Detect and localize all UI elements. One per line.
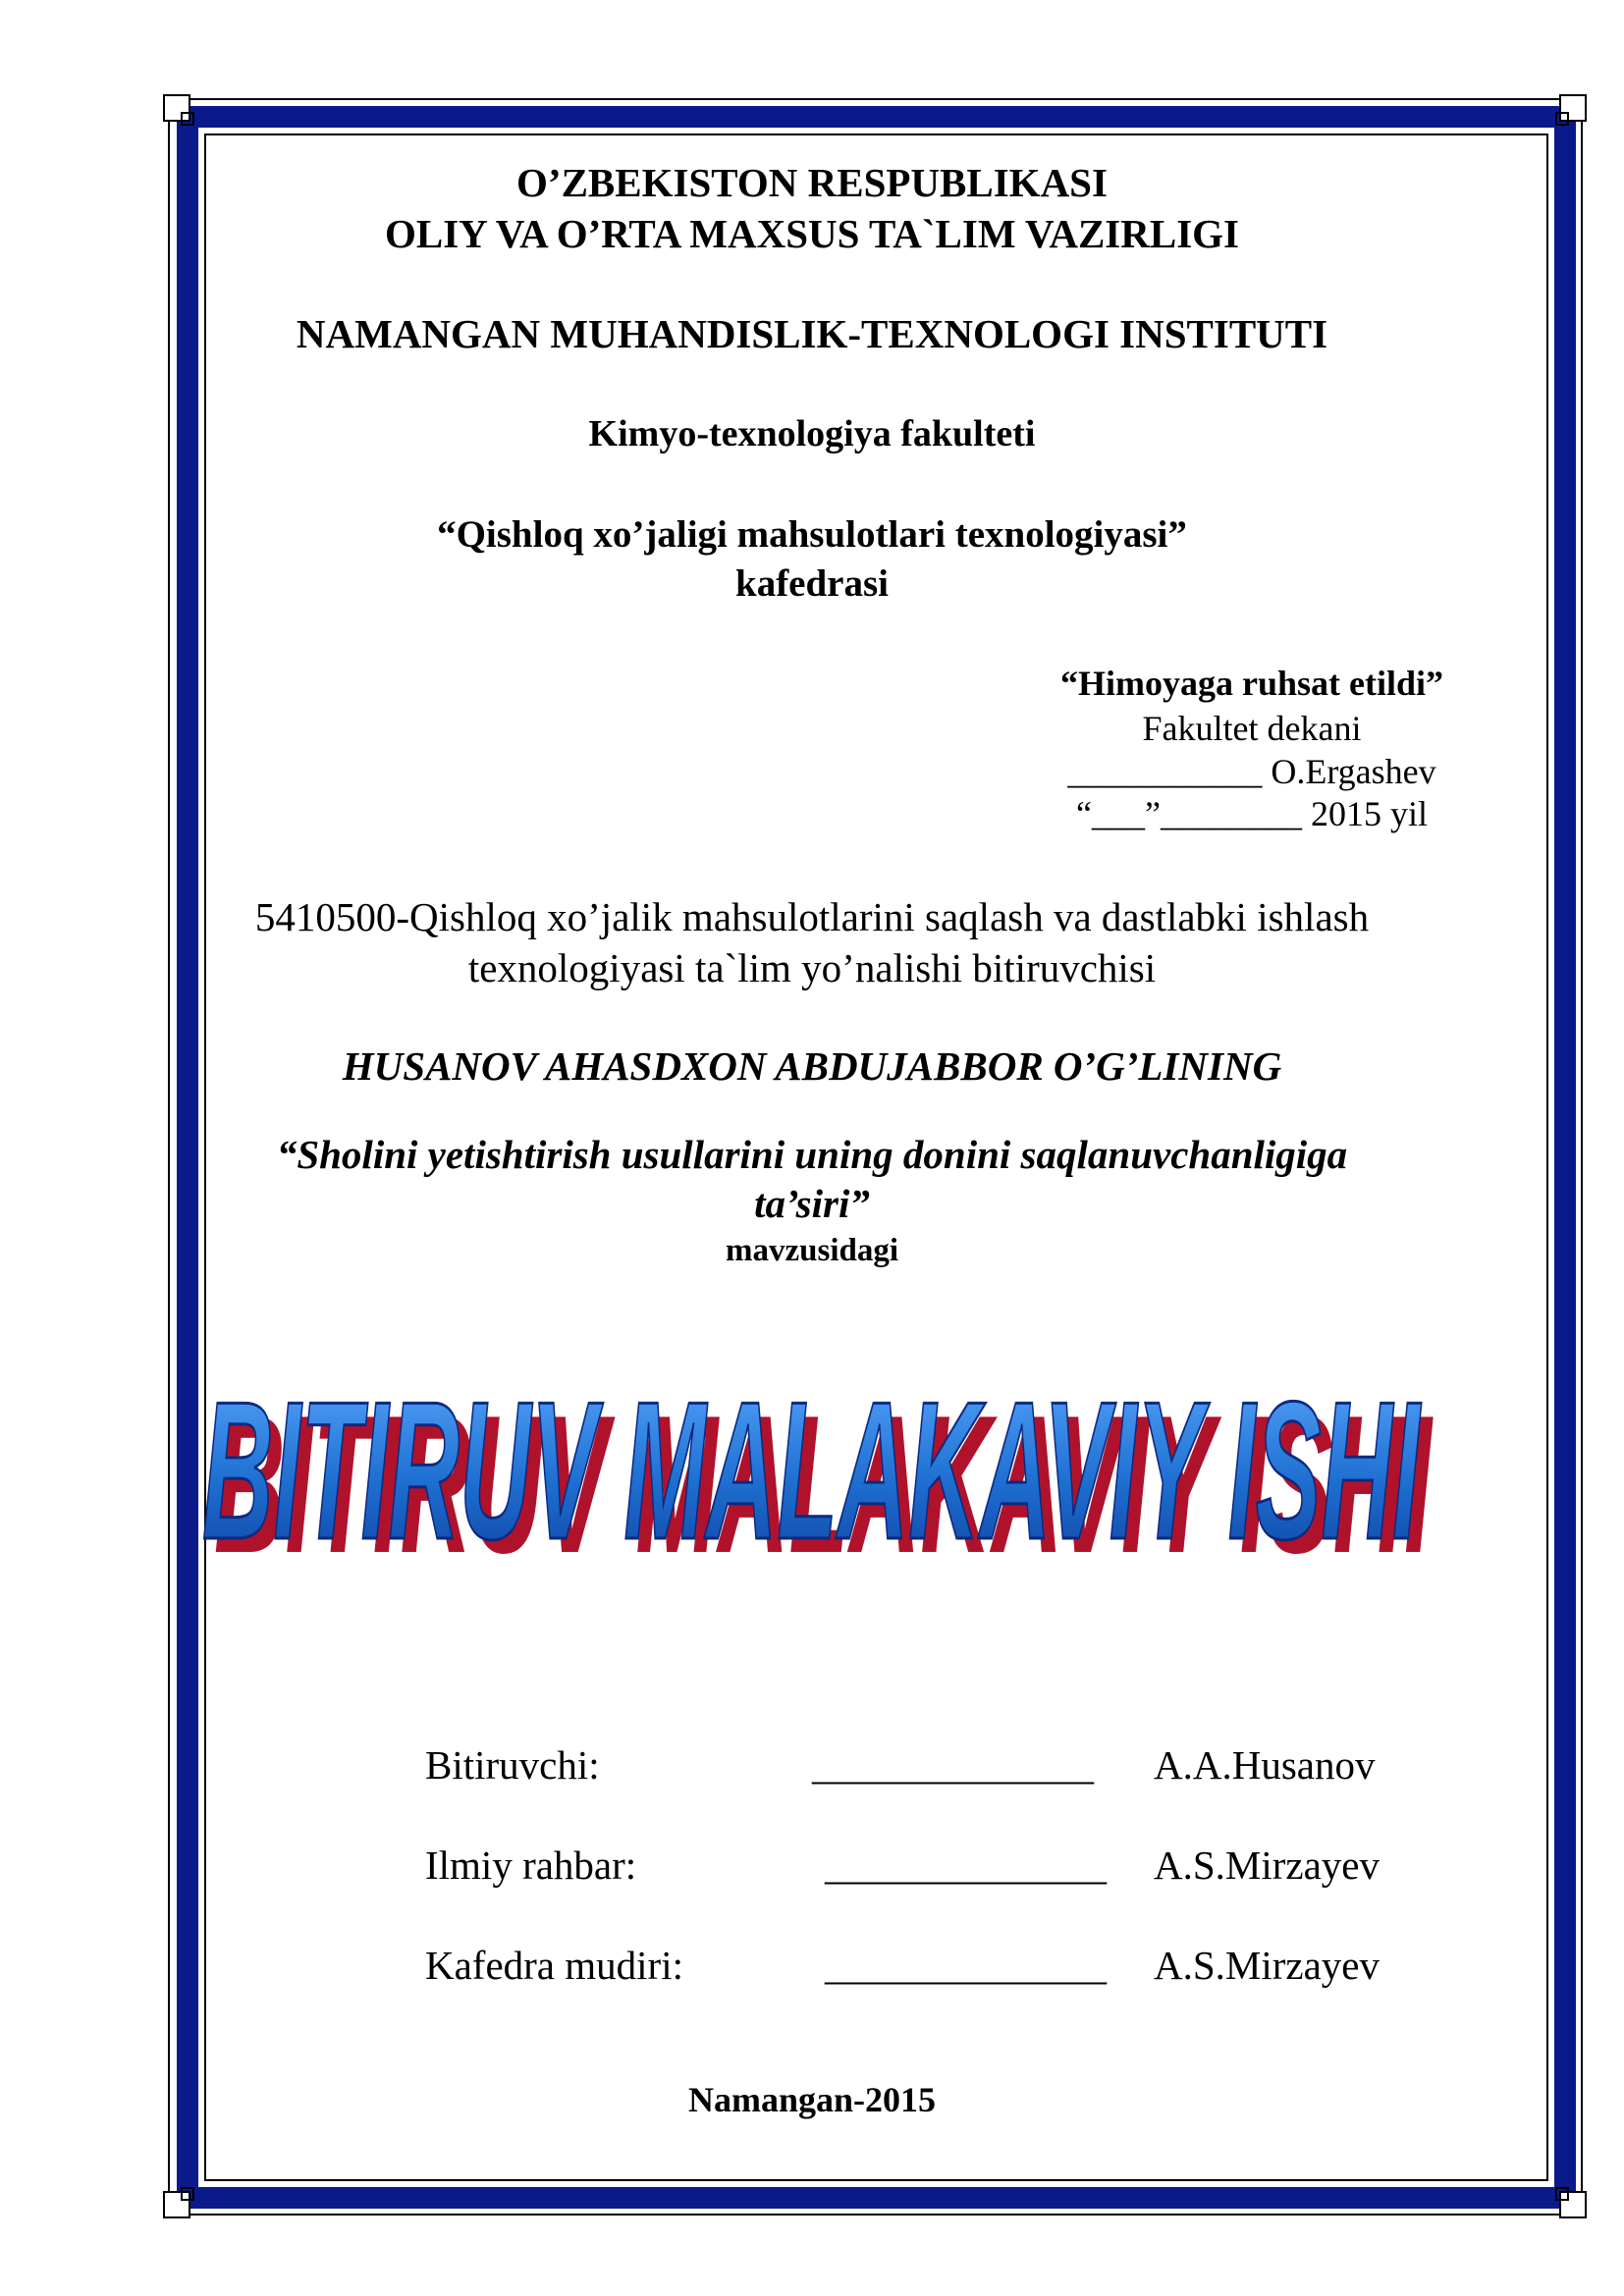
work-title-wordart bbox=[0, 1369, 1624, 1585]
signature-row-head bbox=[0, 1942, 1624, 1991]
footer-city-year: Namangan-2015 bbox=[687, 2080, 937, 2119]
approval-date-line: “___”________ 2015 yil bbox=[1076, 794, 1428, 833]
signature-line: ______________ bbox=[812, 1742, 1094, 1788]
signature-line: ______________ bbox=[825, 1943, 1107, 1988]
approval-role: Fakultet dekani bbox=[1142, 709, 1362, 748]
signature-role: Ilmiy rahbar: bbox=[425, 1842, 637, 1888]
topic-line-2: ta’siri” bbox=[754, 1181, 870, 1226]
signature-name: A.A.Husanov bbox=[1154, 1742, 1376, 1788]
signature-role: Bitiruvchi: bbox=[425, 1742, 600, 1788]
signature-row-supervisor bbox=[0, 1842, 1624, 1891]
approval-title: “Himoyaga ruhsat etildi” bbox=[1059, 664, 1443, 703]
work-title-shadow: BITIRUV MALAKAVIY ISHI bbox=[214, 1375, 1434, 1585]
signature-name: A.S.Mirzayev bbox=[1154, 1943, 1380, 1988]
signature-row-graduate bbox=[0, 1741, 1624, 1790]
institute-heading: NAMANGAN MUHANDISLIK-TEXNOLOGI INSTITUTI bbox=[296, 311, 1328, 356]
corner-ornament-bottom-left bbox=[163, 2183, 202, 2222]
signature-role: Kafedra mudiri: bbox=[425, 1943, 683, 1988]
topic-suffix: mavzusidagi bbox=[725, 1233, 899, 1268]
approval-signature-line: ___________ O.Ergashev bbox=[1067, 752, 1436, 791]
student-name: HUSANOV AHASDXON ABDUJABBOR O’G’LINING bbox=[342, 1043, 1282, 1089]
specialty-line-1: 5410500-Qishloq xo’jalik mahsulotlarini saqlash va dastlabki ishlash bbox=[254, 894, 1370, 939]
topic-line-1: “Sholini yetishtirish usullarini uning donini saqlanuvchanligiga bbox=[276, 1132, 1348, 1177]
signature-name: A.S.Mirzayev bbox=[1154, 1842, 1380, 1888]
corner-ornament-top-left bbox=[163, 94, 202, 133]
republic-heading: O’ZBEKISTON RESPUBLIKASI bbox=[516, 160, 1108, 205]
faculty-heading: Kimyo-texnologiya fakulteti bbox=[588, 413, 1036, 454]
signature-line: ______________ bbox=[825, 1842, 1107, 1888]
ministry-heading: OLIY VA O’RTA MAXSUS TA`LIM VAZIRLIGI bbox=[384, 211, 1240, 256]
work-title-text: BITIRUV MALAKAVIY ISHI bbox=[202, 1369, 1422, 1580]
corner-ornament-bottom-right bbox=[1551, 2183, 1591, 2222]
corner-ornament-top-right bbox=[1551, 94, 1591, 133]
department-word: kafedrasi bbox=[735, 562, 889, 605]
department-name: “Qishloq xo’jaligi mahsulotlari texnologiyasi” bbox=[437, 513, 1187, 556]
specialty-line-2: texnologiyasi ta`lim yo’nalishi bitiruvchisi bbox=[467, 945, 1157, 990]
